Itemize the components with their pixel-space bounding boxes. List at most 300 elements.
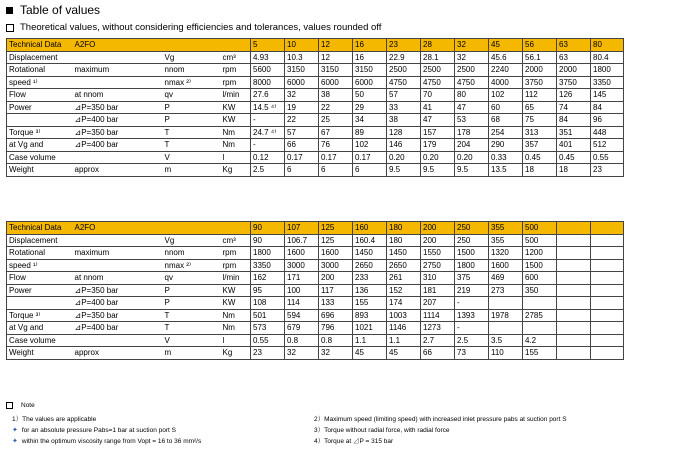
value-cell: 80 [591,39,624,52]
table-row [7,347,624,360]
cell-symbol: qv [163,89,221,102]
value-cell: 3750 [523,76,557,89]
value-cell: 273 [489,284,523,297]
cell-unit: KW [221,297,251,310]
value-cell: 23 [387,39,421,52]
value-cell: 100 [285,284,319,297]
cell-condition: ⊿P=400 bar [73,322,163,335]
table-row [7,297,624,310]
value-cell: 250 [455,222,489,235]
value-cell: 12 [319,51,353,64]
cell-symbol: Vg [163,234,221,247]
value-cell: 68 [489,114,523,127]
value-cell: 25 [319,114,353,127]
cell-label: Torque ³⁾ [7,126,73,139]
notes-title [6,402,666,409]
value-cell: - [455,297,489,310]
value-cell: 22 [319,101,353,114]
cell-condition: ⊿P=350 bar [73,309,163,322]
cell-label: at Vg and [7,139,73,152]
note-item: 1）The values are applicable [12,416,97,423]
cell-symbol: V [163,334,221,347]
cell-label: Power [7,284,73,297]
cell-condition [73,151,163,164]
value-cell: 66 [285,139,319,152]
table-row [7,64,624,77]
value-cell: 53 [455,114,489,127]
value-cell: 90 [251,222,285,235]
value-cell: 126 [557,89,591,102]
value-cell [557,334,591,347]
value-cell: 254 [489,126,523,139]
value-cell: 102 [353,139,387,152]
value-cell: 500 [523,222,557,235]
value-cell: 84 [557,114,591,127]
cell-condition [73,234,163,247]
cell-condition: A2FO [73,222,163,235]
value-cell: 501 [251,309,285,322]
value-cell: 125 [319,234,353,247]
cell-label: Flow [7,272,73,285]
value-cell: 401 [557,139,591,152]
value-cell: - [251,139,285,152]
value-cell: 0.55 [591,151,624,164]
table-row [7,76,624,89]
value-cell: 13.5 [489,164,523,177]
value-cell: 679 [285,322,319,335]
value-cell: 207 [421,297,455,310]
value-cell: 32 [455,39,489,52]
value-cell: 23 [251,347,285,360]
value-cell: 351 [557,126,591,139]
value-cell: 1393 [455,309,489,322]
value-cell: 6000 [285,76,319,89]
value-cell: 1800 [455,259,489,272]
value-cell: 76 [319,139,353,152]
value-cell: 136 [353,284,387,297]
value-cell: 5 [251,39,285,52]
value-cell: 108 [251,297,285,310]
value-cell: 4.93 [251,51,285,64]
cell-label: Rotational [7,247,73,260]
value-cell: 45 [387,347,421,360]
value-cell: 102 [489,89,523,102]
cell-symbol: P [163,114,221,127]
values-table-2 [6,221,624,360]
cell-symbol: qv [163,272,221,285]
value-cell: 3350 [251,259,285,272]
value-cell: 1600 [285,247,319,260]
cell-unit: rpm [221,247,251,260]
value-cell [591,247,624,260]
value-cell: 112 [523,89,557,102]
cell-label: speed ¹⁾ [7,76,73,89]
note-item [6,426,314,434]
value-cell: 3150 [319,64,353,77]
value-cell: 95 [251,284,285,297]
value-cell: 32 [285,347,319,360]
value-cell: 63 [557,39,591,52]
value-cell: 3150 [353,64,387,77]
value-cell: 2.5 [251,164,285,177]
value-cell: 180 [387,222,421,235]
value-cell: 73 [455,347,489,360]
cell-symbol: m [163,164,221,177]
value-cell: 3150 [285,64,319,77]
value-cell: 171 [285,272,319,285]
value-cell: 179 [421,139,455,152]
cell-condition: A2FO [73,39,163,52]
value-cell: 28.1 [421,51,455,64]
value-cell: 67 [319,126,353,139]
value-cell: 0.45 [523,151,557,164]
cell-label: Power [7,101,73,114]
note-item: 2）Maximum speed (limiting speed) with increased inlet pressure pabs at suction port S [314,416,567,423]
table-row [7,126,624,139]
value-cell: 1003 [387,309,421,322]
value-cell: 350 [523,284,557,297]
cell-condition: ⊿P=350 bar [73,284,163,297]
value-cell: 2500 [455,64,489,77]
value-cell: 2500 [421,64,455,77]
cell-symbol: Vg [163,51,221,64]
value-cell: 1273 [421,322,455,335]
cell-unit: l/min [221,272,251,285]
cell-symbol [163,39,221,52]
value-cell: 0.55 [251,334,285,347]
value-cell: 155 [353,297,387,310]
value-cell: 18 [523,164,557,177]
value-cell: 1.1 [353,334,387,347]
value-cell: 4.2 [523,334,557,347]
note-row [6,424,666,435]
value-cell: 1.1 [387,334,421,347]
cell-label: Technical Data [7,39,73,52]
value-cell: 3000 [319,259,353,272]
square-bullet-icon [6,7,13,14]
value-cell: 50 [353,89,387,102]
value-cell: 65 [523,101,557,114]
value-cell [591,347,624,360]
cell-label: at Vg and [7,322,73,335]
table-row [7,51,624,64]
value-cell: 32 [285,89,319,102]
value-cell: 160 [353,222,387,235]
value-cell: 2750 [421,259,455,272]
cell-condition: at nnom [73,89,163,102]
value-cell: 45 [489,39,523,52]
value-cell: 128 [387,126,421,139]
value-cell: 310 [421,272,455,285]
value-cell [591,309,624,322]
value-cell: 114 [285,297,319,310]
value-cell: 16 [353,51,387,64]
table-row [7,114,624,127]
table-row [7,89,624,102]
value-cell: 2650 [353,259,387,272]
value-cell: 250 [455,234,489,247]
value-cell: 5600 [251,64,285,77]
value-cell: 146 [387,139,421,152]
value-cell: 1600 [489,259,523,272]
value-cell: 41 [421,101,455,114]
value-cell: 0.20 [387,151,421,164]
value-cell: 125 [319,222,353,235]
value-cell: 47 [455,101,489,114]
value-cell: 6 [285,164,319,177]
cell-label: Displacement [7,51,73,64]
value-cell [557,259,591,272]
cell-label: Technical Data [7,222,73,235]
cell-condition: approx [73,347,163,360]
value-cell [591,259,624,272]
value-cell: 2.7 [421,334,455,347]
value-cell: 57 [387,89,421,102]
cell-symbol: T [163,139,221,152]
value-cell: 1800 [591,64,624,77]
value-cell: 4000 [489,76,523,89]
value-cell: 19 [285,101,319,114]
value-cell: 29 [353,101,387,114]
value-cell: 2500 [387,64,421,77]
value-cell: 6000 [353,76,387,89]
value-cell: 1500 [455,247,489,260]
cell-unit: Kg [221,164,251,177]
cell-unit: rpm [221,259,251,272]
value-cell: 1550 [421,247,455,260]
value-cell: 152 [387,284,421,297]
value-cell: 0.45 [557,151,591,164]
table-row [7,334,624,347]
value-cell: 66 [421,347,455,360]
value-cell: 133 [319,297,353,310]
value-cell: 2000 [523,64,557,77]
value-cell: 1146 [387,322,421,335]
cell-condition [73,51,163,64]
value-cell: 32 [319,347,353,360]
value-cell [557,309,591,322]
value-cell: 3000 [285,259,319,272]
values-table-1 [6,38,624,177]
value-cell: 261 [387,272,421,285]
value-cell: 4750 [421,76,455,89]
value-cell: 355 [489,222,523,235]
table-header-row [7,222,624,235]
value-cell [591,334,624,347]
value-cell: 6000 [319,76,353,89]
value-cell [557,297,591,310]
arrow-bullet-icon: ✦ [12,437,18,445]
table-row [7,272,624,285]
note-row [6,435,666,446]
value-cell: 313 [523,126,557,139]
cell-symbol: nnom [163,247,221,260]
value-cell: 28 [421,39,455,52]
value-cell: 1114 [421,309,455,322]
cell-unit: Kg [221,347,251,360]
cell-condition [73,259,163,272]
value-cell: 600 [523,272,557,285]
heading-text: Table of values [20,3,101,17]
value-cell: 22.9 [387,51,421,64]
value-cell: 4750 [455,76,489,89]
note-row [6,413,666,424]
value-cell: 357 [523,139,557,152]
cell-unit: rpm [221,64,251,77]
value-cell [557,284,591,297]
table-row [7,139,624,152]
value-cell: 16 [353,39,387,52]
cell-label [7,297,73,310]
value-cell: 0.20 [455,151,489,164]
value-cell: 34 [353,114,387,127]
value-cell: 56.1 [523,51,557,64]
value-cell [557,247,591,260]
value-cell: 23 [591,164,624,177]
value-cell: 1200 [523,247,557,260]
value-cell [557,234,591,247]
value-cell: 0.8 [285,334,319,347]
value-cell: 80 [455,89,489,102]
cell-symbol: T [163,309,221,322]
value-cell: 1978 [489,309,523,322]
value-cell: 0.17 [353,151,387,164]
value-cell: 160.4 [353,234,387,247]
value-cell [591,297,624,310]
cell-condition [73,334,163,347]
value-cell: 200 [421,234,455,247]
cell-condition: ⊿P=400 bar [73,114,163,127]
cell-condition: ⊿P=400 bar [73,297,163,310]
cell-label: Weight [7,347,73,360]
cell-unit: l/min [221,89,251,102]
subheading-text: Theoretical values, without considering efficiencies and tolerances, values rounded off [20,22,382,33]
value-cell: 1450 [353,247,387,260]
value-cell: 74 [557,101,591,114]
cell-unit: cm³ [221,234,251,247]
value-cell [557,272,591,285]
cell-symbol: T [163,126,221,139]
value-cell: 162 [251,272,285,285]
value-cell: 9.5 [421,164,455,177]
cell-label: Rotational [7,64,73,77]
value-cell [557,222,591,235]
value-cell: 155 [523,347,557,360]
value-cell: 1021 [353,322,387,335]
value-cell: 200 [319,272,353,285]
table-header-row [7,39,624,52]
table-row [7,309,624,322]
value-cell: 2000 [557,64,591,77]
value-cell: 219 [455,284,489,297]
cell-symbol: V [163,151,221,164]
value-cell: 0.20 [421,151,455,164]
cell-condition: ⊿P=350 bar [73,126,163,139]
value-cell: 6 [319,164,353,177]
value-cell: 56 [523,39,557,52]
value-cell: 2650 [387,259,421,272]
value-cell: 9.5 [455,164,489,177]
value-cell: 33 [387,101,421,114]
value-cell: 45 [353,347,387,360]
table-row [7,164,624,177]
value-cell: 117 [319,284,353,297]
note-item: 3）Torque without radial force, with radial force [314,427,450,434]
value-cell: 204 [455,139,489,152]
value-cell: 12 [319,39,353,52]
value-cell: 3.5 [489,334,523,347]
value-cell: 4750 [387,76,421,89]
value-cell: 0.17 [319,151,353,164]
cell-condition: maximum [73,247,163,260]
value-cell [591,322,624,335]
cell-symbol: nmax ²⁾ [163,259,221,272]
value-cell: 57 [285,126,319,139]
value-cell [489,297,523,310]
arrow-bullet-icon: ✦ [12,426,18,434]
value-cell: 63 [557,51,591,64]
notes-title-text: Note [21,402,35,409]
value-cell: 22 [285,114,319,127]
table-row [7,259,624,272]
value-cell: 2.5 [455,334,489,347]
cell-unit: rpm [221,76,251,89]
value-cell: 2785 [523,309,557,322]
cell-unit: Nm [221,322,251,335]
cell-label: Case volume [7,151,73,164]
cell-label: Weight [7,164,73,177]
value-cell: 107 [285,222,319,235]
page-subheading [6,22,381,33]
cell-unit: l [221,151,251,164]
value-cell [489,322,523,335]
value-cell: 9.5 [387,164,421,177]
value-cell: 89 [353,126,387,139]
notes-section [6,402,666,446]
value-cell: 27.6 [251,89,285,102]
value-cell: - [455,322,489,335]
cell-condition: maximum [73,64,163,77]
value-cell: 60 [489,101,523,114]
value-cell: 200 [421,222,455,235]
value-cell: 10 [285,39,319,52]
value-cell: 1450 [387,247,421,260]
value-cell: 1320 [489,247,523,260]
value-cell: 0.33 [489,151,523,164]
value-cell: 84 [591,101,624,114]
cell-unit: Nm [221,139,251,152]
value-cell: 32 [455,51,489,64]
value-cell: 469 [489,272,523,285]
note-text: for an absolute pressure Pabs=1 bar at suction port S [21,426,176,434]
value-cell: 157 [421,126,455,139]
value-cell: 10.3 [285,51,319,64]
cell-unit: KW [221,114,251,127]
value-cell [523,297,557,310]
cell-unit [221,222,251,235]
value-cell: 3350 [591,76,624,89]
value-cell: 181 [421,284,455,297]
value-cell: 696 [319,309,353,322]
value-cell: 145 [591,89,624,102]
cell-symbol: P [163,101,221,114]
value-cell: 96 [591,114,624,127]
value-cell: 355 [489,234,523,247]
value-cell: 75 [523,114,557,127]
value-cell: 106.7 [285,234,319,247]
value-cell: 573 [251,322,285,335]
table-row [7,151,624,164]
